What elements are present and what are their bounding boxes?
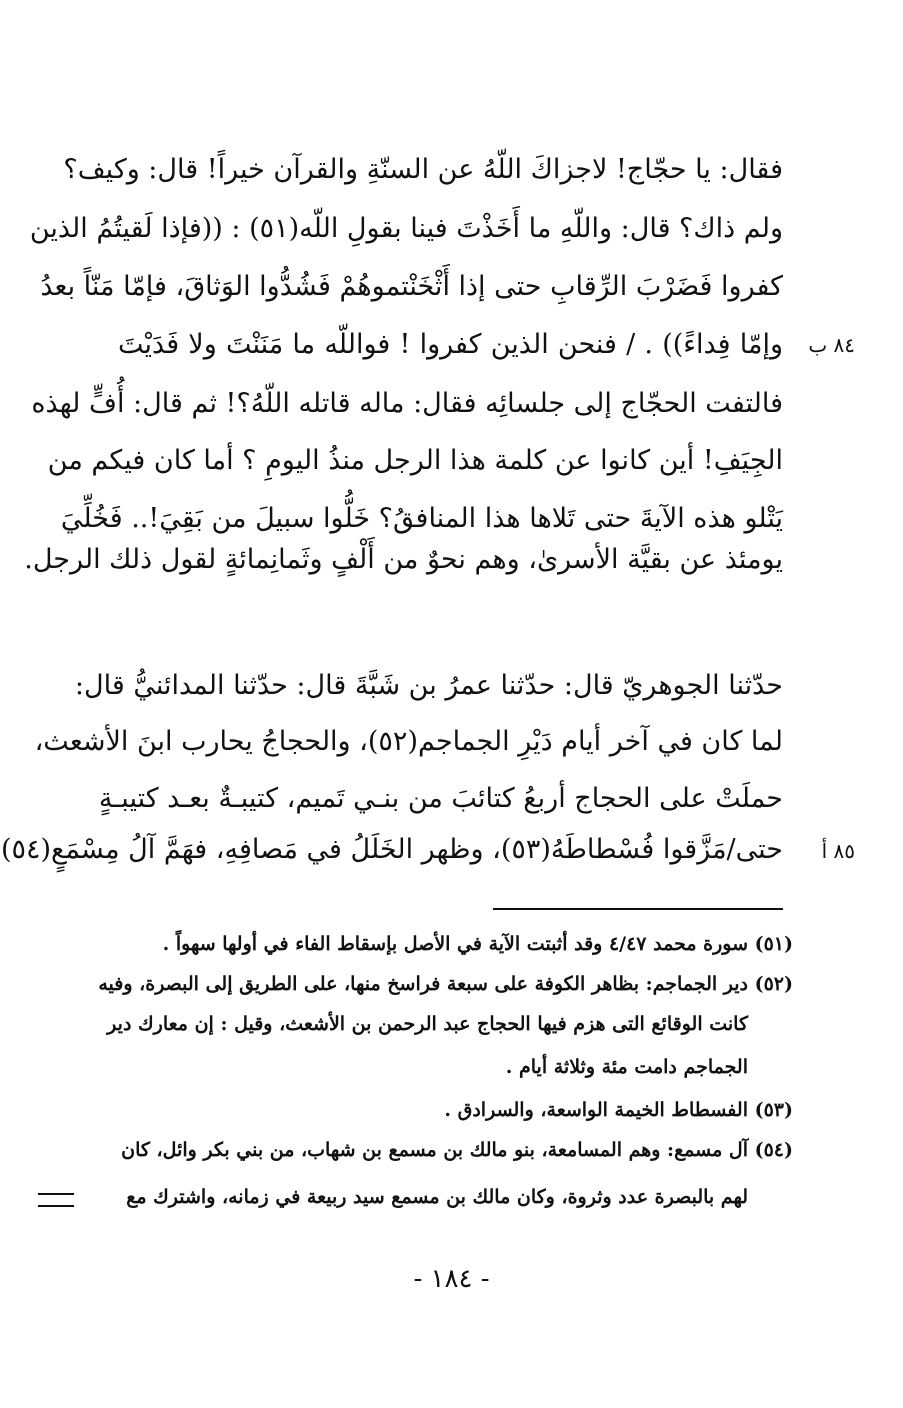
footnote-line: دير الجماجم: بظاهر الكوفة على سبعة فراسخ منها، على الطريق إلى البصرة، وفيه [98,973,748,995]
footnote-line: لهم بالبصرة عدد وثروة، وكان مالك بن مسمع سيد ربيعة في زمانه، واشترك مع [126,1186,748,1208]
body-line: حتى/مَزَّقوا فُسْطاطَهُ(٥٣)، وظهر الخَلَلُ في مَصافِهِ، فهَمَّ آلُ مِسْمَعٍ(٥٤) [0,834,783,865]
body-line: فقال: يا حجّاج! لاجزاكَ اللّهُ عن السنّةِ والقرآن خيراً! قال: وكيف؟ [63,154,783,185]
body-line: ولم ذاك؟ قال: واللّهِ ما أَخَذْتَ فينا بقولِ اللّه(٥١) : ((فإذا لَقيتُمُ الذين [29,213,783,244]
body-line: يَتْلو هذه الآيةَ حتى تَلاها هذا المنافقُ؟ خَلُّوا سبيلَ من بَقِيَ!.. فَخُلِّيَ [60,503,783,534]
footnote-line: الجماجم دامت مئة وثلاثة أيام . [505,1056,748,1078]
body-line: يومئذ عن بقيَّة الأسرىٰ، وهم نحوٌ من أَلْفٍ وثَمانِمائةٍ لقول ذلك الرجل. [24,544,783,575]
body-line: فالتفت الحجّاج إلى جلسائِه فقال: ماله قاتله اللّهُ؟! ثم قال: أُفٍّ لهذه [31,388,783,419]
footnote-number: (٥١) [754,933,793,955]
manuscript-folio-ref: ٨٤ ب [808,333,855,357]
body-line: حملَتْ على الحجاج أربعُ كتائبَ من بنـي تَميم، كتيبـةٌ بعـد كتيبـةٍ [98,783,783,814]
footnote-number: (٥٤) [754,1139,793,1161]
footnote-number: (٥٣) [754,1099,793,1121]
body-line: الجِيَفِ! أين كانوا عن كلمة هذا الرجل منذُ اليومِ ؟ أما كان فيكم من [47,445,783,476]
footnote-line: كانت الوقائع التى هزم فيها الحجاج عبد الرحمن بن الأشعث، وقيل : إن معارك دير [107,1013,748,1035]
footnote-line: سورة محمد ٤/٤٧ وقد أثبتت الآية في الأصل بإسقاط الفاء في أولها سهواً . [162,933,748,955]
manuscript-folio-ref: ٨٥ أ [821,839,855,863]
continuation-mark [38,1193,74,1207]
body-line: حدّثنا الجوهريّ قال: حدّثنا عمرُ بن شَبَّةَ قال: حدّثنا المدائنيُّ قال: [74,670,783,701]
body-line: وإمّا فِداءً)) . / فنحن الذين كفروا ! فواللّه ما مَنَنْتَ ولا فَدَيْتَ [118,329,783,360]
footnote-separator [493,908,783,910]
footnote-line: الفسطاط الخيمة الواسعة، والسرادق . [444,1099,748,1121]
body-line: كفروا فَضَرْبَ الرِّقابِ حتى إذا أَثْخَنْتموهُمْ فَشُدُّوا الوَثاقَ، فإمّا مَنّاً بعدُ [40,271,783,302]
page-number: - ١٨٤ - [413,1264,490,1294]
footnote-line: آل مسمع: وهم المسامعة، بنو مالك بن مسمع بن شهاب، من بني بكر وائل، كان [121,1139,748,1161]
footnote-number: (٥٢) [754,973,793,995]
body-line: لما كان في آخر أيام دَيْرِ الجماجم(٥٢)، والحجاجُ يحارب ابنَ الأشعث، [34,726,783,757]
